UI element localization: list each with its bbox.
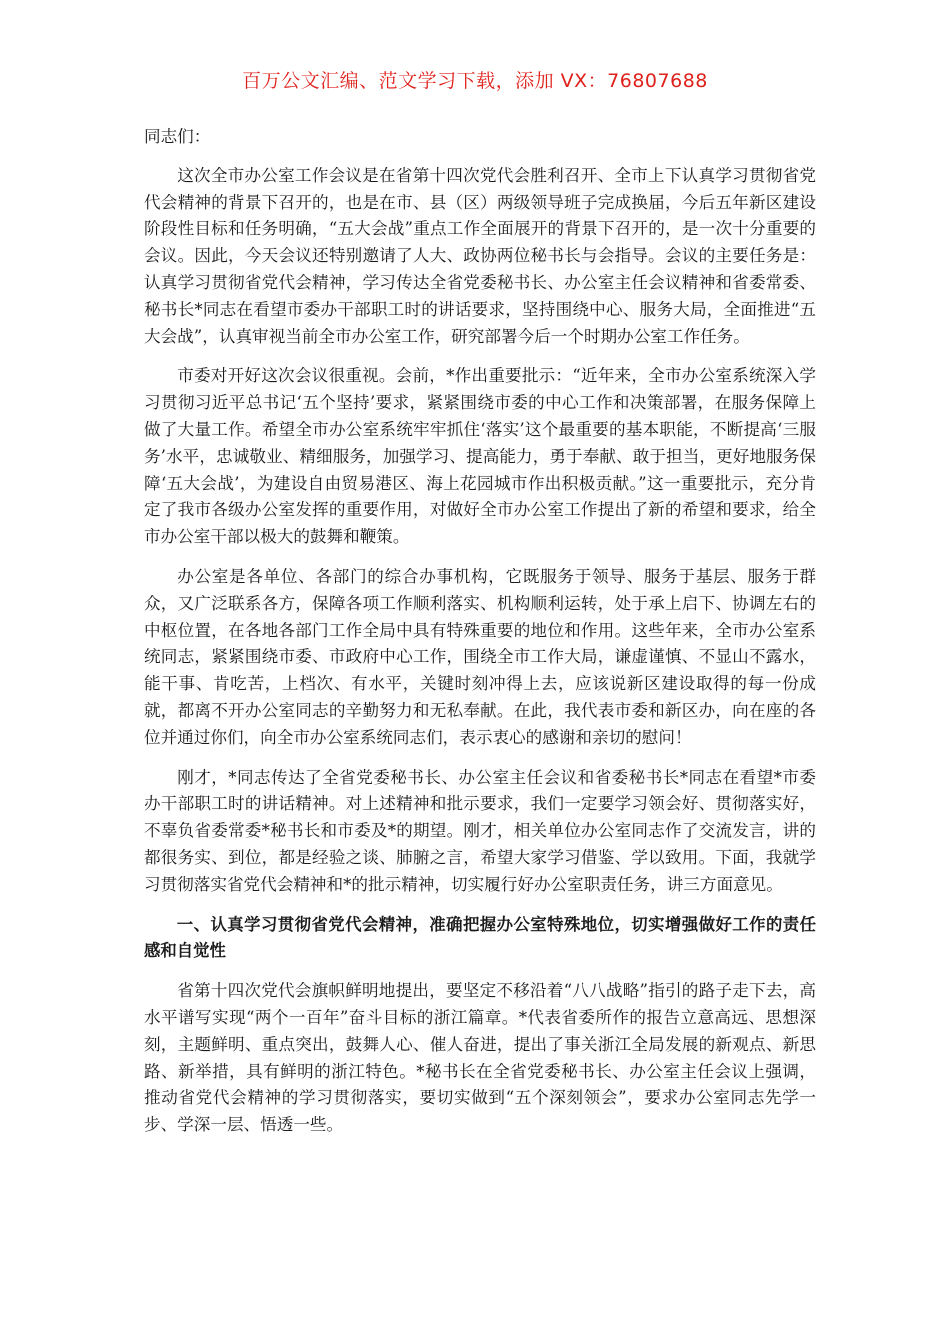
paragraph-1: 这次全市办公室工作会议是在省第十四次党代会胜利召开、全市上下认真学习贯彻省党代会精神的背景下召开的，也是在市、县（区）两级领导班子完成换届，今后五年新区建设阶段性目标和任务明确，“五大会战”重点工作全面展开的背景下召开的，是一次十分重要的会议。因此，今天会议还特别邀请了人大、政协两位秘书长与会指导。会议的主要任务是：认真学习贯彻省党代会精神，学习传达全省党委秘书长、办公室主任会议精神和省委常委、秘书长*同志在看望市委办干部职工时的讲话要求，坚持围绕中心、服务大局，全面推进“五大会战”，认真审视当前全市办公室工作，研究部署今后一个时期办公室工作任务。: [144, 165, 816, 346]
paragraph-3: 办公室是各单位、各部门的综合办事机构，它既服务于领导、服务于基层、服务于群众，又广泛联系各方，保障各项工作顺利落实、机构顺利运转，处于承上启下、协调左右的中枢位置，在各地各部门工作全局中具有特殊重要的地位和作用。这些年来，全市办公室系统同志，紧紧围绕市委、市政府中心工作，围绕全市工作大局，谦虚谨慎、不显山不露水，能干事、肯吃苦，上档次、有水平，关键时刻冲得上去，应该说新区建设取得的每一份成就，都离不开办公室同志的辛勤努力和无私奉献。在此，我代表市委和新区办，向在座的各位并通过你们，向全市办公室系统同志们，表示衷心的感谢和亲切的慰问！: [144, 566, 816, 747]
salutation: 同志们：: [144, 127, 211, 146]
document-body: [144, 124, 816, 1152]
paragraph-2: 市委对开好这次会议很重视。会前，*作出重要批示：“近年来，全市办公室系统深入学习贯彻习近平总书记‘五个坚持’要求，紧紧围绕市委的中心工作和决策部署，在服务保障上做了大量工作。希望全市办公室系统牢牢抓住‘落实’这个最重要的基本职能，不断提高‘三服务’水平，忠诚敬业、精细服务，加强学习、提高能力，勇于奉献、敢于担当，更好地服务保障‘五大会战’，为建设自由贸易港区、海上花园城市作出积极贡献。”这一重要批示，充分肯定了我市各级办公室发挥的重要作用，对做好全市办公室工作提出了新的希望和要求，给全市办公室干部以极大的鼓舞和鞭策。: [144, 366, 816, 547]
section-heading-1: 一、认真学习贯彻省党代会精神，准确把握办公室特殊地位，切实增强做好工作的责任感和自觉性: [144, 914, 816, 961]
paragraph-5: 省第十四次党代会旗帜鲜明地提出，要坚定不移沿着“八八战略”指引的路子走下去，高水平谱写实现“两个一百年”奋斗目标的浙江篇章。*代表省委所作的报告立意高远、思想深刻，主题鲜明、重点突出，鼓舞人心、催人奋进，提出了事关浙江全局发展的新观点、新思路、新举措，具有鲜明的浙江特色。*秘书长在全省党委秘书长、办公室主任会议上强调，推动省党代会精神的学习贯彻落实，要切实做到“五个深刻领会”，要求办公室同志先学一步、学深一层、悟透一些。: [144, 981, 816, 1135]
paragraph-4: 刚才，*同志传达了全省党委秘书长、办公室主任会议和省委秘书长*同志在看望*市委办干部职工时的讲话精神。对上述精神和批示要求，我们一定要学习领会好、贯彻落实好，不辜负省委常委*秘书长和市委及*的期望。刚才，相关单位办公室同志作了交流发言，讲的都很务实、到位，都是经验之谈、肺腑之言，希望大家学习借鉴、学以致用。下面，我就学习贯彻落实省党代会精神和*的批示精神，切实履行好办公室职责任务，讲三方面意见。: [144, 767, 816, 894]
header-banner: 百万公文汇编、范文学习下载，添加 VX：76807688: [242, 70, 708, 92]
